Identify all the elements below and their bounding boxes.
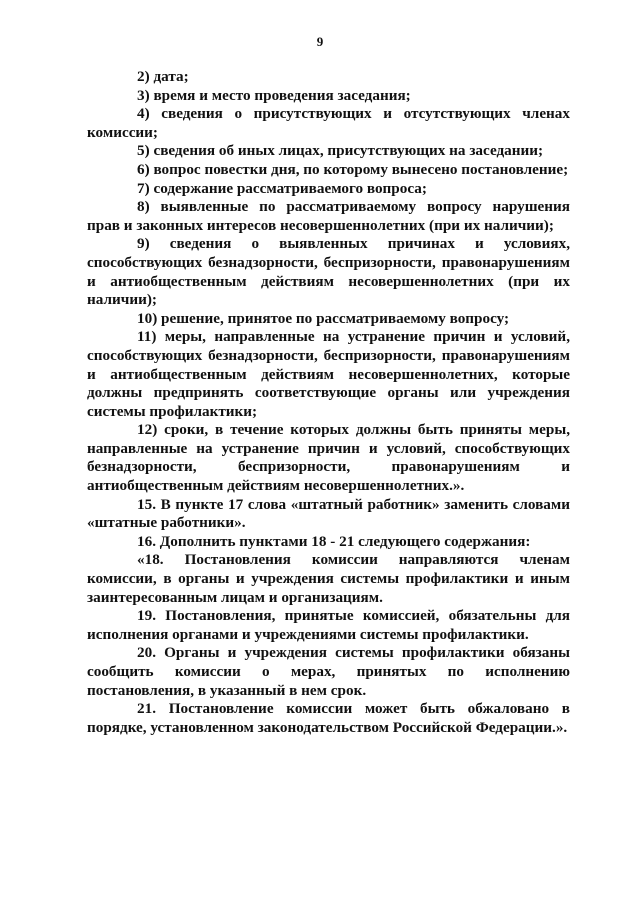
paragraph-item-3: 3) время и место проведения заседания; — [137, 86, 411, 104]
paragraph-item-6: 6) вопрос повестки дня, по которому вынесено постановление; — [137, 160, 569, 178]
paragraph-item-8: 8) выявленные по рассматриваемому вопросу нарушения прав и законных интересов несовершеннолетних (при их наличии); — [87, 198, 570, 234]
page-number: 9 — [316, 34, 324, 49]
paragraph-item-5: 5) сведения об иных лицах, присутствующих на заседании; — [137, 142, 544, 160]
paragraph-item-11: 11) меры, направленные на устранение причин и условий, способствующих безнадзорности, беспризорности, правонарушениям и антиобщественным действиям несовершеннолетних, которые должны предпринять соответствующие органы или учреждения системы профилактики; — [87, 328, 570, 420]
document-body — [87, 68, 570, 737]
paragraph-item-7: 7) содержание рассматриваемого вопроса; — [137, 179, 427, 197]
paragraph-point-15: 15. В пункте 17 слова «штатный работник» заменить словами «штатные работники». — [87, 495, 570, 532]
paragraph-point-19: 19. Постановления, принятые комиссией, обязательны для исполнения органами и учреждениями системы профилактики. — [87, 607, 570, 643]
paragraph-item-12: 12) сроки, в течение которых должны быть приняты меры, направленные на устранение причин и условий, способствующих безнадзорности, беспризорности, правонарушениям и антиобщественным действиям несовершеннолетних.». — [87, 421, 570, 495]
paragraph-point-18: «18. Постановления комиссии направляются членам комиссии, в органы и учреждения системы профилактики и иным заинтересованным лицам и организациям. — [87, 551, 570, 606]
paragraph-item-4: 4) сведения о присутствующих и отсутствующих членах комиссии; — [87, 105, 570, 141]
paragraph-item-2: 2) дата; — [137, 68, 189, 85]
paragraph-point-21: 21. Постановление комиссии может быть обжаловано в порядке, установленном законодательством Российской Федерации.». — [87, 700, 570, 736]
paragraph-item-10: 10) решение, принятое по рассматриваемому вопросу; — [137, 309, 510, 327]
paragraph-item-9: 9) сведения о выявленных причинах и условиях, способствующих безнадзорности, беспризорности, правонарушениям и антиобщественным действиям несовершеннолетних (при их наличии); — [87, 235, 570, 309]
paragraph-point-16: 16. Дополнить пунктами 18 - 21 следующего содержания: — [137, 532, 531, 550]
paragraph-point-20: 20. Органы и учреждения системы профилактики обязаны сообщить комиссии о мерах, принятых по исполнению постановления, в указанный в нем срок. — [87, 644, 570, 699]
